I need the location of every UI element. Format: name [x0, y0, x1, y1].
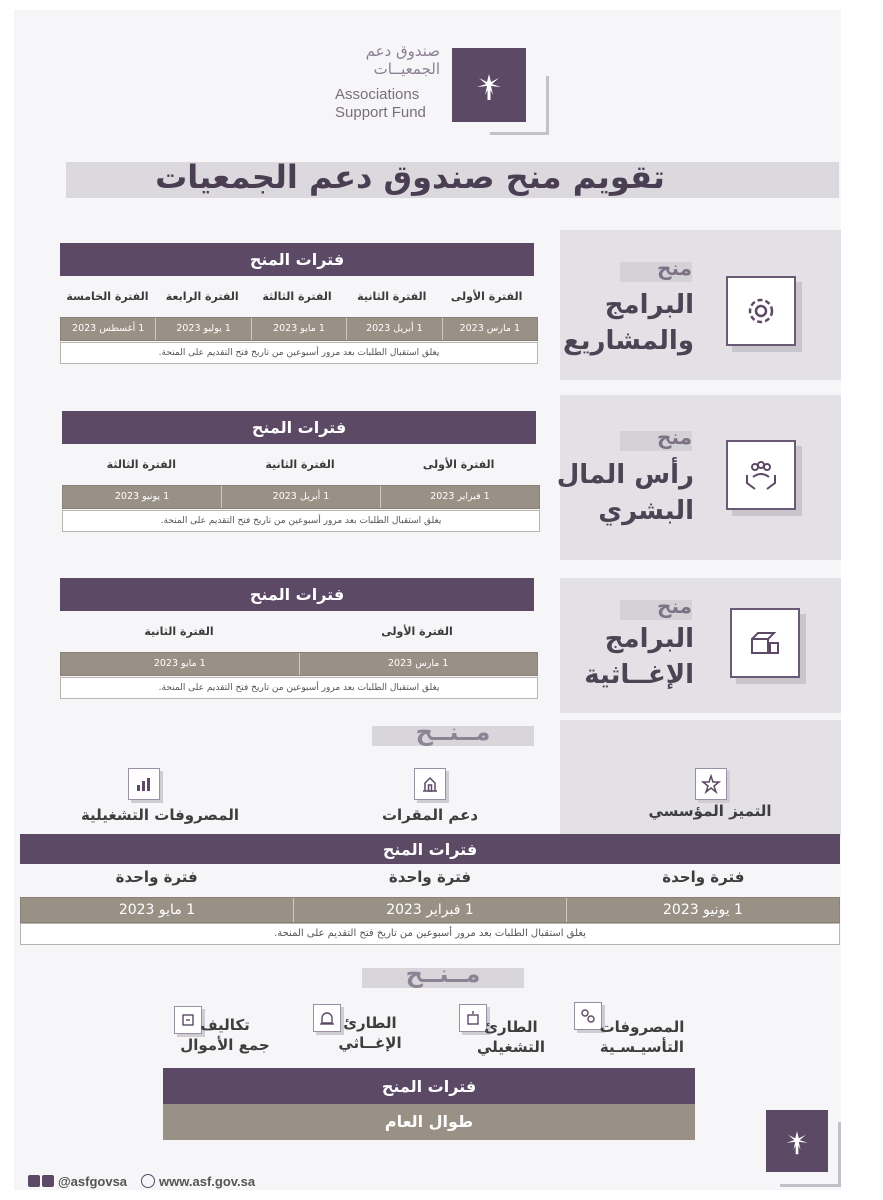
section-4-item-3: المصروفات التشغيلية: [80, 806, 240, 824]
section-2-label-small: منح: [657, 425, 692, 449]
section-2-dates: [62, 485, 540, 509]
period-date: 1 مايو 2023: [251, 318, 346, 340]
item-line-1: تكاليف: [200, 1016, 250, 1034]
section-5-item-3: [320, 1014, 420, 1053]
section-1-label-small: منح: [657, 256, 692, 280]
period-label: الفترة الأولى: [450, 290, 523, 303]
building-icon: [420, 774, 440, 794]
section-1-dates: [60, 317, 538, 341]
period-date: 1 فبراير 2023: [380, 486, 539, 508]
period-label: الفترة الأولى: [381, 625, 453, 638]
section-4-periods: [20, 868, 840, 894]
relief-box-icon: [745, 623, 785, 663]
section-1-icon-box: [726, 276, 796, 346]
period-date: 1 مارس 2023: [442, 318, 537, 340]
section-3-note: يغلق استقبال الطلبات بعد مرور أسبوعين من تاريخ فتح التقديم على المنحة.: [60, 677, 538, 699]
period-date: 1 يونيو 2023: [114, 491, 170, 502]
period-label: الفترة الرابعة: [165, 290, 239, 303]
period-label: فترة واحدة: [115, 868, 198, 886]
section-3-header: فترات المنح: [60, 578, 534, 611]
section-3-dates: [60, 652, 538, 676]
period-label: الفترة الثانية: [357, 290, 427, 303]
period-date: 1 يوليو 2023: [155, 318, 250, 340]
section-1-period-labels: [60, 290, 534, 303]
bottom-logo: [766, 1110, 828, 1172]
item-line-2: التأسيـسـية: [599, 1037, 685, 1056]
item-line-1: الطارئ: [484, 1018, 538, 1036]
section-4-item-1: التميز المؤسسي: [648, 802, 772, 820]
section-2-label-big-2: البشري: [598, 496, 694, 526]
section-3-label-small: منح: [657, 594, 692, 618]
period-date: 1 فبراير 2023: [293, 898, 566, 922]
page-title: تقويم منح صندوق دعم الجمعيات: [155, 158, 665, 196]
section-3-label-big-1: البرامج: [604, 624, 694, 654]
website-link[interactable]: www.asf.gov.sa: [159, 1173, 256, 1189]
section-3-label-big-2: الإغــاثية: [584, 660, 694, 690]
section-2-header: فترات المنح: [62, 411, 536, 444]
period-label: الفترة الخامسة: [66, 290, 149, 303]
item-line-2: الإغــاثي: [338, 1033, 402, 1052]
item-line-2: جمع الأموال: [180, 1035, 270, 1054]
section-2-icon-box: [726, 440, 796, 510]
period-label: الفترة الثانية: [265, 458, 335, 471]
period-label: الفترة الثالثة: [262, 290, 332, 303]
section-2-label-big-1: رأس المال: [556, 460, 694, 490]
item-line-2: التشغيلي: [476, 1037, 546, 1056]
section-3-icon-box: [730, 608, 800, 678]
logo-square: [452, 48, 526, 122]
section-5-item-2: [466, 1018, 556, 1057]
item-line-1: المصروفات: [599, 1018, 685, 1036]
section-4-icon-3: [128, 768, 160, 800]
section-1-label-big-2: والمشاريع: [563, 326, 694, 356]
logo-text-ar-2: الجمعيــات: [373, 60, 440, 78]
section-1-header: فترات المنح: [60, 243, 534, 276]
period-date: 1 أغسطس 2023: [72, 323, 145, 334]
twitter-icon[interactable]: [28, 1175, 40, 1187]
palm-tree-icon: [472, 68, 506, 102]
social-handle[interactable]: @asfgovsa: [58, 1173, 128, 1189]
section-5-period: طوال العام: [163, 1104, 695, 1140]
people-hands-icon: [741, 455, 781, 495]
section-5-item-1: [582, 1018, 702, 1057]
section-4-note: يغلق استقبال الطلبات بعد مرور أسبوعين من تاريخ فتح التقديم على المنحة.: [20, 923, 840, 945]
logo-text-ar-1: صندوق دعم: [365, 42, 440, 60]
globe-icon: [141, 1174, 155, 1188]
palm-tree-icon: [782, 1126, 812, 1156]
linkedin-icon[interactable]: [42, 1175, 54, 1187]
period-date: 1 أبريل 2023: [221, 486, 380, 508]
section-4-dates: [20, 897, 840, 923]
section-5-label: مــنــح: [405, 960, 481, 988]
section-1-note: يغلق استقبال الطلبات بعد مرور أسبوعين من تاريخ فتح التقديم على المنحة.: [60, 342, 538, 364]
gear-icon: [741, 291, 781, 331]
section-4-label: مــنــح: [415, 718, 491, 746]
section-3-period-labels: [60, 625, 536, 638]
logo-text-en-2: Support Fund: [335, 104, 426, 121]
section-5-header: فترات المنح: [163, 1068, 695, 1104]
period-label: الفترة الأولى: [422, 458, 495, 471]
period-date: 1 يونيو 2023: [566, 898, 839, 922]
period-label: الفترة الثانية: [144, 625, 214, 638]
section-4-header: فترات المنح: [20, 834, 840, 864]
period-date: 1 مايو 2023: [153, 658, 206, 669]
period-date: 1 أبريل 2023: [346, 318, 441, 340]
period-label: فترة واحدة: [388, 868, 472, 886]
section-4-icon-1: [695, 768, 727, 800]
star-award-icon: [701, 774, 721, 794]
period-date: 1 مايو 2023: [118, 902, 196, 918]
period-label: الفترة الثالثة: [106, 458, 176, 471]
period-date: 1 مارس 2023: [299, 653, 538, 675]
section-4-item-2: دعم المقرات: [381, 806, 479, 824]
section-2-note: يغلق استقبال الطلبات بعد مرور أسبوعين من تاريخ فتح التقديم على المنحة.: [62, 510, 540, 532]
period-label: فترة واحدة: [662, 868, 745, 886]
section-5-item-4: [170, 1016, 280, 1055]
chart-icon: [134, 774, 154, 794]
footer: [28, 1172, 255, 1190]
logo-text-en-1: Associations: [335, 86, 420, 103]
top-logo: [330, 42, 550, 142]
section-4-icon-2: [414, 768, 446, 800]
item-line-1: الطارئ: [343, 1014, 397, 1032]
section-2-period-labels: [62, 458, 538, 471]
section-1-label-big-1: البرامج: [604, 290, 694, 320]
